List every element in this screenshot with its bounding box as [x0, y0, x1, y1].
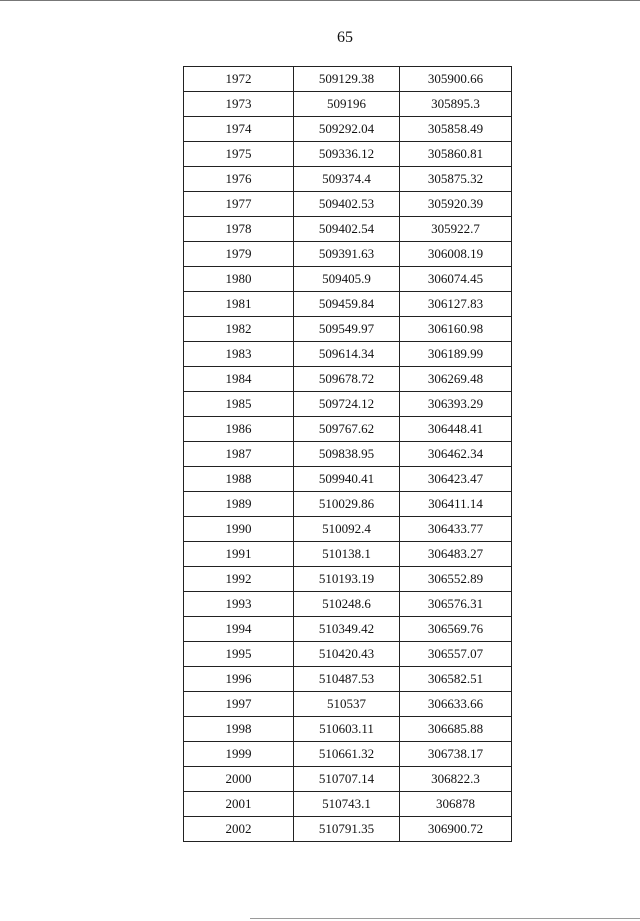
scan-edge-bottom — [250, 918, 640, 919]
value-b-cell: 306576.31 — [400, 592, 512, 617]
table-row — [184, 142, 512, 167]
year-cell: 1988 — [184, 467, 294, 492]
table-row — [184, 117, 512, 142]
year-cell: 1974 — [184, 117, 294, 142]
year-cell: 2001 — [184, 792, 294, 817]
value-b-cell: 306074.45 — [400, 267, 512, 292]
table-row — [184, 542, 512, 567]
table-row — [184, 517, 512, 542]
value-b-cell: 306189.99 — [400, 342, 512, 367]
value-a-cell: 510537 — [294, 692, 400, 717]
year-cell: 1995 — [184, 642, 294, 667]
value-a-cell: 510661.32 — [294, 742, 400, 767]
value-b-cell: 306633.66 — [400, 692, 512, 717]
value-a-cell: 509196 — [294, 92, 400, 117]
value-a-cell: 509838.95 — [294, 442, 400, 467]
value-a-cell: 509459.84 — [294, 292, 400, 317]
value-b-cell: 306433.77 — [400, 517, 512, 542]
value-a-cell: 509374.4 — [294, 167, 400, 192]
table-row — [184, 217, 512, 242]
value-b-cell: 305875.32 — [400, 167, 512, 192]
value-b-cell: 306900.72 — [400, 817, 512, 842]
value-b-cell: 306411.14 — [400, 492, 512, 517]
year-cell: 1977 — [184, 192, 294, 217]
table-row — [184, 242, 512, 267]
table-row — [184, 292, 512, 317]
table-row — [184, 492, 512, 517]
year-cell: 1979 — [184, 242, 294, 267]
table-row — [184, 467, 512, 492]
table-row — [184, 717, 512, 742]
value-a-cell: 509940.41 — [294, 467, 400, 492]
year-cell: 2000 — [184, 767, 294, 792]
year-cell: 1986 — [184, 417, 294, 442]
value-b-cell: 306557.07 — [400, 642, 512, 667]
year-cell: 1983 — [184, 342, 294, 367]
table-row — [184, 192, 512, 217]
value-a-cell: 509336.12 — [294, 142, 400, 167]
value-a-cell: 509614.34 — [294, 342, 400, 367]
table-row — [184, 742, 512, 767]
table-row — [184, 442, 512, 467]
value-b-cell: 306448.41 — [400, 417, 512, 442]
value-a-cell: 509129.38 — [294, 67, 400, 92]
table-row — [184, 567, 512, 592]
value-a-cell: 510487.53 — [294, 667, 400, 692]
value-b-cell: 305860.81 — [400, 142, 512, 167]
value-b-cell: 306423.47 — [400, 467, 512, 492]
table-row — [184, 767, 512, 792]
value-b-cell: 305895.3 — [400, 92, 512, 117]
value-b-cell: 306393.29 — [400, 392, 512, 417]
year-cell: 1976 — [184, 167, 294, 192]
year-cell: 1982 — [184, 317, 294, 342]
year-cell: 1981 — [184, 292, 294, 317]
value-b-cell: 306738.17 — [400, 742, 512, 767]
table-row — [184, 692, 512, 717]
value-b-cell: 306160.98 — [400, 317, 512, 342]
value-b-cell: 306552.89 — [400, 567, 512, 592]
value-b-cell: 306269.48 — [400, 367, 512, 392]
value-b-cell: 305922.7 — [400, 217, 512, 242]
table-row — [184, 642, 512, 667]
year-cell: 1996 — [184, 667, 294, 692]
value-a-cell: 510603.11 — [294, 717, 400, 742]
year-cell: 1993 — [184, 592, 294, 617]
year-cell: 1991 — [184, 542, 294, 567]
value-a-cell: 510349.42 — [294, 617, 400, 642]
value-a-cell: 510248.6 — [294, 592, 400, 617]
data-table — [183, 66, 512, 842]
year-cell: 1978 — [184, 217, 294, 242]
value-b-cell: 306822.3 — [400, 767, 512, 792]
value-a-cell: 509724.12 — [294, 392, 400, 417]
year-cell: 1989 — [184, 492, 294, 517]
value-a-cell: 510092.4 — [294, 517, 400, 542]
value-b-cell: 306582.51 — [400, 667, 512, 692]
value-a-cell: 509391.63 — [294, 242, 400, 267]
year-cell: 1992 — [184, 567, 294, 592]
value-b-cell: 305900.66 — [400, 67, 512, 92]
value-a-cell: 509292.04 — [294, 117, 400, 142]
table-row — [184, 67, 512, 92]
table-row — [184, 417, 512, 442]
value-b-cell: 306685.88 — [400, 717, 512, 742]
table-row — [184, 617, 512, 642]
value-b-cell: 306483.27 — [400, 542, 512, 567]
year-cell: 2002 — [184, 817, 294, 842]
year-cell: 1999 — [184, 742, 294, 767]
value-a-cell: 509402.54 — [294, 217, 400, 242]
value-a-cell: 510138.1 — [294, 542, 400, 567]
table-row — [184, 792, 512, 817]
year-cell: 1994 — [184, 617, 294, 642]
year-cell: 1987 — [184, 442, 294, 467]
value-a-cell: 509549.97 — [294, 317, 400, 342]
table-row — [184, 342, 512, 367]
scan-edge-top — [0, 0, 640, 1]
table-row — [184, 367, 512, 392]
value-b-cell: 305920.39 — [400, 192, 512, 217]
table-body — [184, 67, 512, 842]
year-cell: 1998 — [184, 717, 294, 742]
value-a-cell: 510420.43 — [294, 642, 400, 667]
year-cell: 1975 — [184, 142, 294, 167]
value-a-cell: 509402.53 — [294, 192, 400, 217]
value-a-cell: 509678.72 — [294, 367, 400, 392]
year-cell: 1990 — [184, 517, 294, 542]
year-cell: 1985 — [184, 392, 294, 417]
table-row — [184, 267, 512, 292]
table-row — [184, 592, 512, 617]
value-a-cell: 510707.14 — [294, 767, 400, 792]
year-cell: 1972 — [184, 67, 294, 92]
year-cell: 1984 — [184, 367, 294, 392]
year-cell: 1980 — [184, 267, 294, 292]
year-cell: 1973 — [184, 92, 294, 117]
value-a-cell: 509405.9 — [294, 267, 400, 292]
value-a-cell: 509767.62 — [294, 417, 400, 442]
page-number: 65 — [337, 29, 353, 46]
table-row — [184, 667, 512, 692]
table-row — [184, 317, 512, 342]
table-row — [184, 167, 512, 192]
value-b-cell: 306569.76 — [400, 617, 512, 642]
year-cell: 1997 — [184, 692, 294, 717]
table-row — [184, 817, 512, 842]
value-a-cell: 510743.1 — [294, 792, 400, 817]
table-row — [184, 392, 512, 417]
value-a-cell: 510791.35 — [294, 817, 400, 842]
value-b-cell: 306462.34 — [400, 442, 512, 467]
table-row — [184, 92, 512, 117]
value-a-cell: 510193.19 — [294, 567, 400, 592]
value-b-cell: 306878 — [400, 792, 512, 817]
value-b-cell: 306127.83 — [400, 292, 512, 317]
value-b-cell: 305858.49 — [400, 117, 512, 142]
value-a-cell: 510029.86 — [294, 492, 400, 517]
value-b-cell: 306008.19 — [400, 242, 512, 267]
